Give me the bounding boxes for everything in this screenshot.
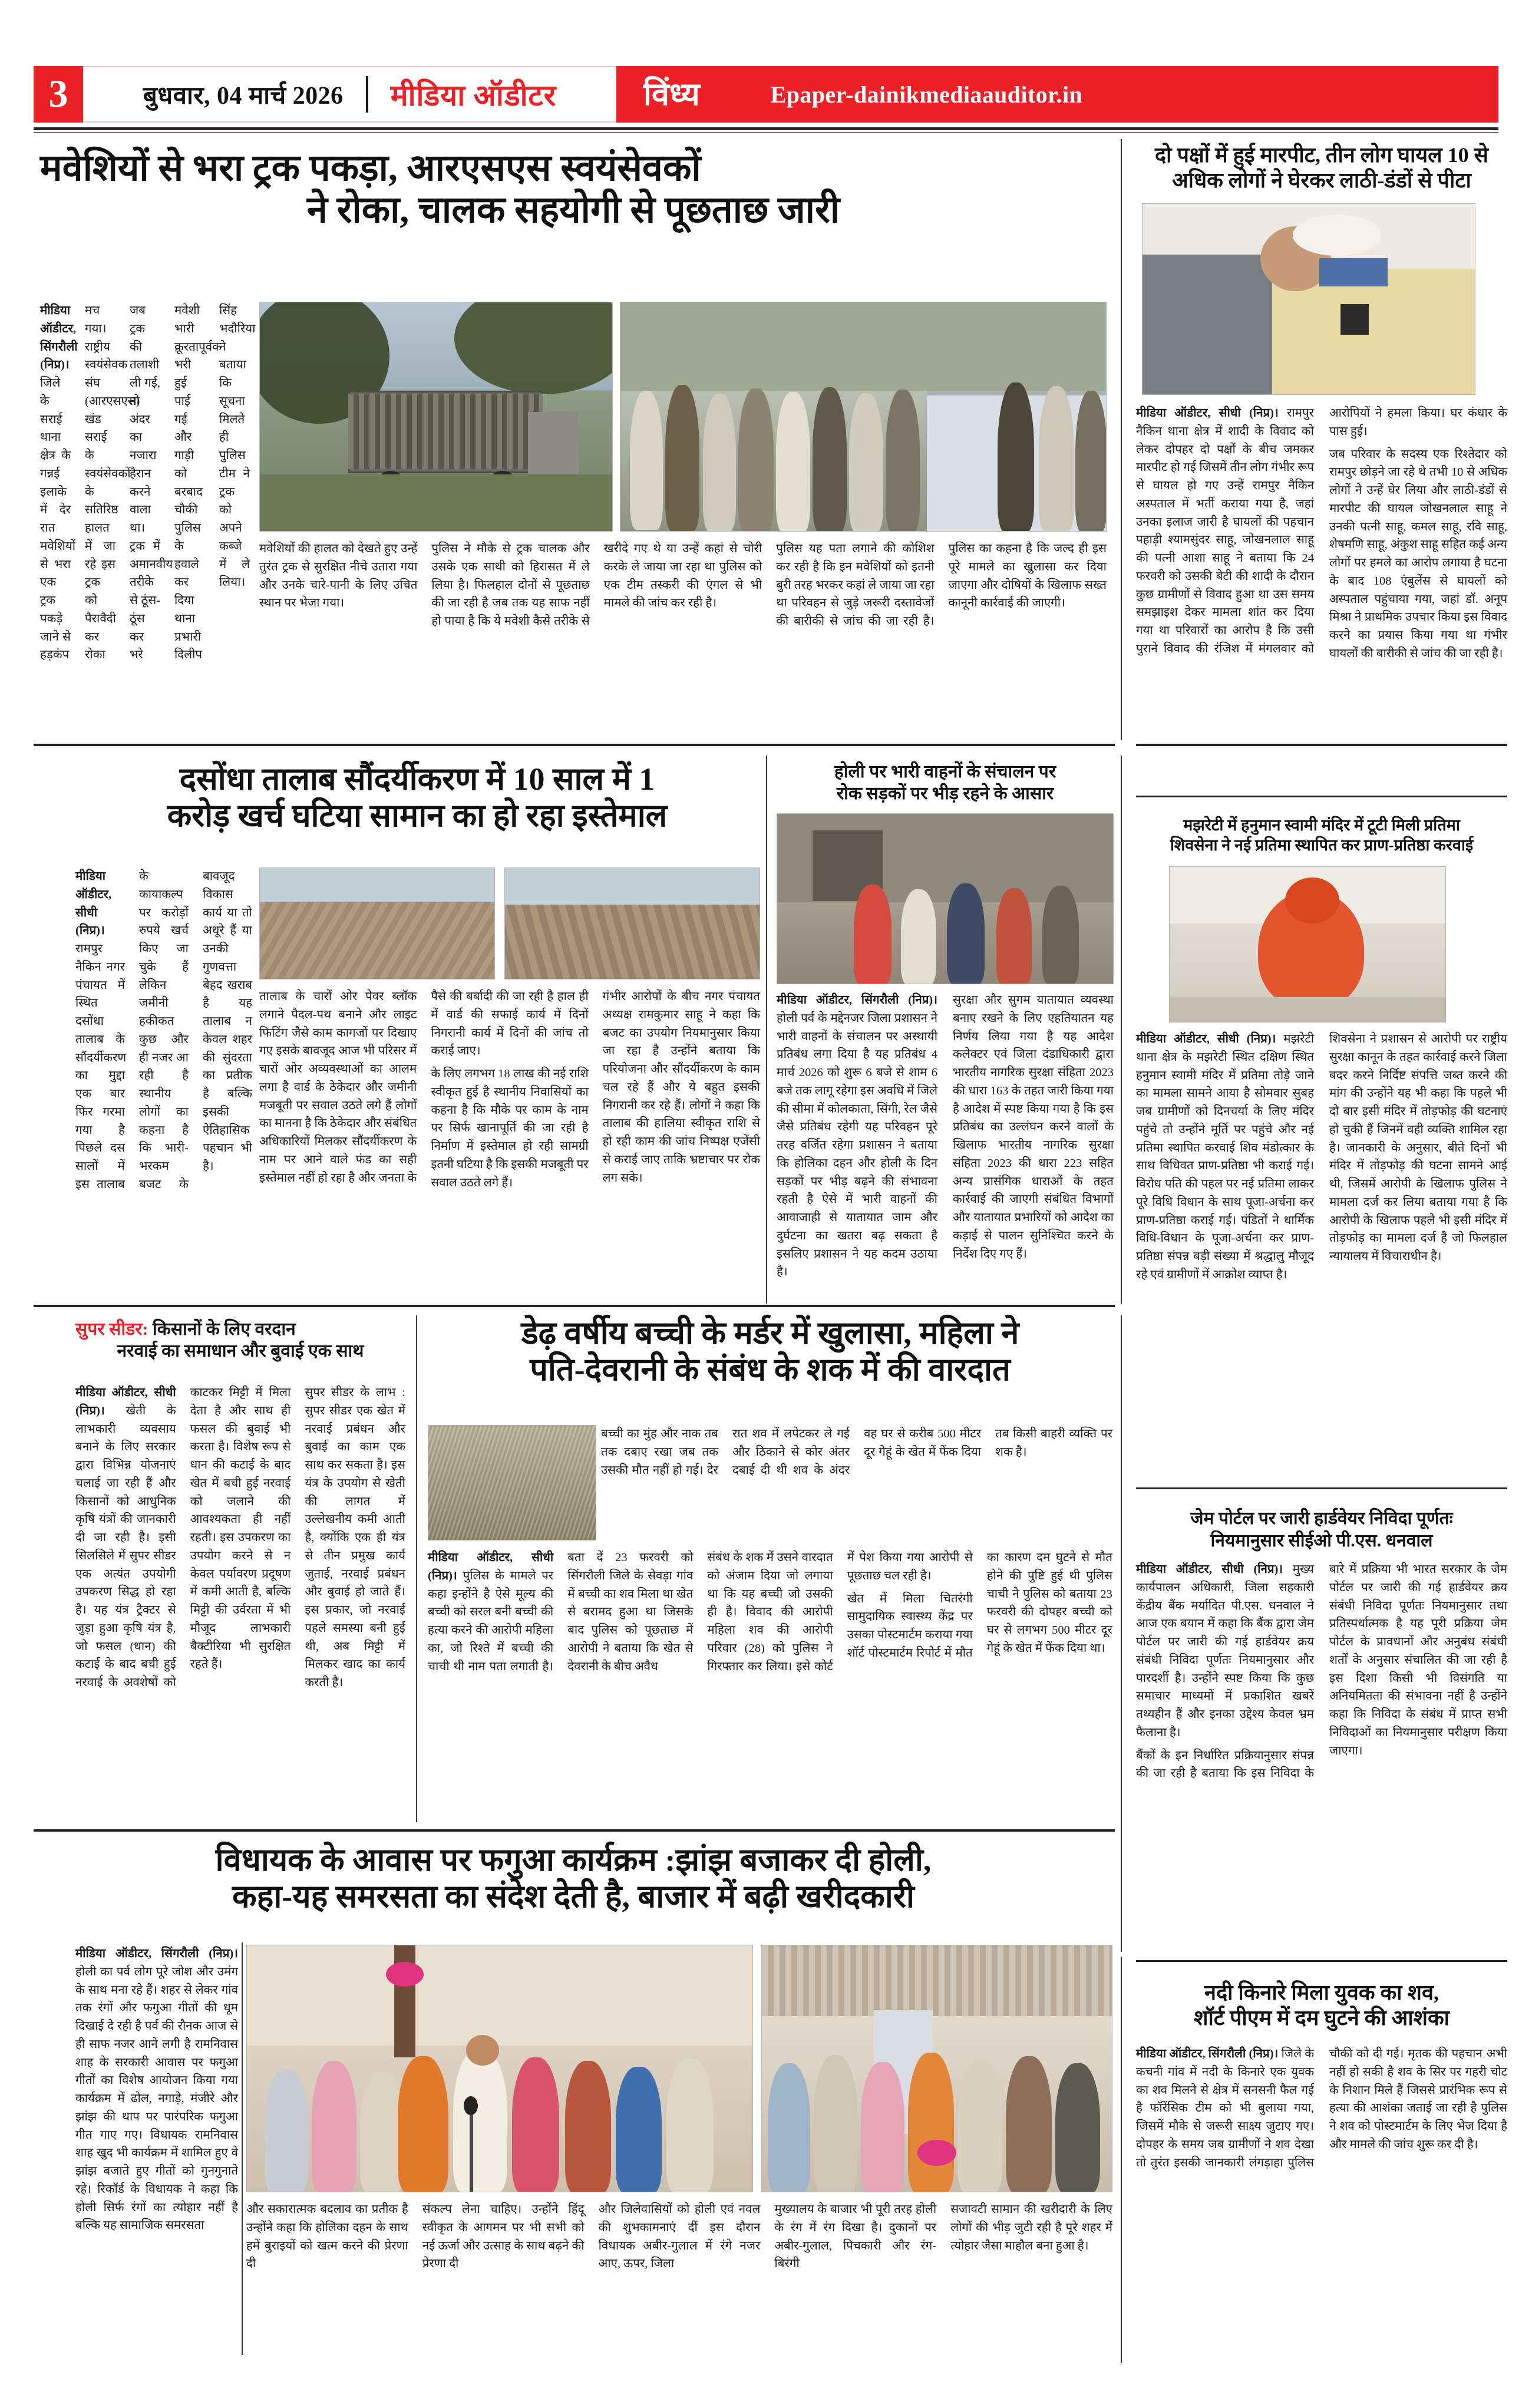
murder-para-3: संबंध के शक में उसने वारदात को अंजाम दिया जो लगाया था कि यह बच्ची जो उसकी ही है। विवाद की आरोपी महिला शव की आरोपी परिवार (28) को पुलिस ने गिरफ्तार कर लिया। इसे कोर्ट में पेश किया गया आरोपी से पूछताछ चल रही है। [707,1551,973,1673]
masthead-rule-bottom [34,132,1498,133]
person-blue [947,883,985,984]
topright-headline-text: दो पक्षों में हुई मारपीट, तीन लोग घायल 10 से अधिक लोगों ने घेरकर लाठी-डंडों से पीटा [1155,143,1488,193]
crowd-person [813,387,847,532]
river-headline-line2: शॉर्ट पीएम में दम घुटने की आशंका [1194,2006,1450,2030]
column-rule-seeder [416,1315,417,1822]
attendee [768,2063,810,2192]
temple-byline: मीडिया ऑडीटर, सीधी (निप्र)। [1136,1033,1276,1045]
seeder-headline-line2: नरवाई का समाधान और बुवाई एक साथ [117,1341,364,1361]
attendee [958,2060,1002,2192]
pond-debris [505,905,760,979]
temple-headline-line1: मझरेटी में हनुमान स्वामी मंदिर में टूटी मिली प्रतिमा [1183,816,1460,834]
temple-rule-top [1136,796,1507,797]
person-orange [996,888,1032,984]
gem-headline-line1: जेम पोर्टल पर जारी हार्डवेयर निविदा पूर्णतः [1190,1509,1453,1528]
attendee [265,2069,308,2192]
topright-photo-injured [1142,203,1475,395]
lead-byline: मीडिया ऑडीटर, सिंगरौली (निप्र)। [40,304,78,372]
river-headline [1136,1980,1507,2031]
crowd-person [776,392,810,532]
phone [1340,304,1369,335]
crowd-person [738,388,774,532]
seeder-label: सुपर सीडर: [75,1320,148,1339]
mla-holi-body-lower [246,2201,1112,2354]
crowd-person [1039,386,1074,532]
paper-name: मीडिया ऑडीटर [390,79,557,112]
mla-holi-headline-line1: विधायक के आवास पर फगुआ कार्यक्रम :झांझ बजाकर दी होली, [215,1842,932,1878]
temple-para-2: शिवसेना ने प्रशासन से आरोपी पर राष्ट्रीय सुरक्षा कानून के तहत कार्रवाई करने जिला बदर करने निर्दिष्ट संपत्ति जब्त करने की मांग की उन्होंने यह भी कहा कि पहले भी दो बार इसी मंदिर में तोड़फोड़ की घटनाएं हो चुकी हैं जिनमें वही व्यक्ति शामिल रहा है। जानकारी के अनुसार, बीते दिनों भी मंदिर में तोड़फोड़ की घटना सामने आई थी, जिसमें आरोपी के खिलाफ पुलिस ने मामला दर्ज कर लिया बताया गया है कि आरोपी के खिलाफ पहले भी इसी मंदिर में तोड़फोड़ का मामला दर्ज है जो फिलहाल न्यायालय में विचाराधीन है। [1329,1033,1507,1263]
murder-headline-line2: पति-देवरानी के संबंध के शक में की वारदात [530,1351,1011,1387]
column-rule-bottom-left [242,1942,243,2355]
topright-byline: मीडिया ऑडीटर, सीधी (निप्र)। [1136,407,1279,420]
gulal-pink [386,1962,424,1987]
lead-headline-line1: मवेशियों से भरा ट्रक पकड़ा, आरएसएस स्वयंसेवकों [40,147,701,189]
crowd-person [665,385,699,531]
masthead-rule-top [34,127,1498,130]
attendee [666,2059,714,2192]
mla-holi-byline: मीडिया ऑडीटर, सिंगरौली (निप्र)। [75,1947,238,1960]
gem-body [1136,1561,1507,1950]
head-bandage [1293,215,1381,256]
murder-para-4: खेत में मिला चितरंगी सामुदायिक स्वास्थ्य केंद्र पर उसका पोस्टमार्टम कराया गया शॉर्ट पोस्टमार्टम रिपोर्ट में मौत का कारण दम घुटने से मौत होने की पुष्टि हुई थी पुलिस चाची ने पुलिस को बताया 23 फरवरी की दोपहर बच्ची को घर से लगभग 500 मीटर दूर गेहूं के खेत में फेंक दिया था। [847,1551,1112,1660]
mla-holi-para-5: मुख्यालय के बाजार भी पूरी तरह होली के रंग में रंग दिखा है। दुकानों पर अबीर-गुलाल, पिचकारी और रंग-बिरंगी [774,2203,937,2271]
pond-body-col1 [75,867,252,1298]
person-dark [1042,886,1079,984]
section-rule-1b [1136,744,1507,746]
lead-headline [40,147,1107,231]
crowd-person [703,394,736,532]
attendee [1055,2063,1100,2192]
website-url[interactable]: Epaper-dainikmediaauditor.in [770,81,1083,108]
gulal-plate [917,2140,956,2166]
attendee [861,2062,904,2192]
crowd-person [1075,391,1107,532]
mla-holi-para-1: होली का पर्व लोग पूरे जोश और उमंग के साथ मना रहे हैं। शहर से लेकर गांव तक रंगों और फगुआ गीतों की धूम दिखाई दे रही है पर्व की रौनक आज से ही साफ नजर आने लगी है रामनिवास शाह के सरकारी आवास पर फगुआ गीतों का विशेष आयोजन किया गया कार्यक्रम में ढोल, नगाड़े, मंजीरे और झांझ की थाप पर पारंपरिक फगुआ गीत गाए गए। विधायक रामनिवास शाह खुद भी कार्यक्रम में शामिल हुए वे झांझ बजाते हुए गीतों को गुनगुनाते रहे। रिकॉर्ड के विधायक ने कहा कि होली सिर्फ रंगों का त्योहार नहीं है बल्कि यह सामाजिक समरसता [75,1965,238,2232]
lead-para-2: मवेशियों की हालत को देखते हुए उन्हें तुरंत ट्रक से सुरक्षित नीचे उतारा गया और उनके चारे-पानी के लिए उचित स्थान पर भेजा गया। [259,542,418,610]
holi-traffic-byline: मीडिया ऑडीटर, सिंगरौली (निप्र)। [777,994,937,1007]
murder-headline [428,1315,1112,1388]
holi-traffic-headline [777,761,1114,804]
lead-photo-truck [259,302,613,532]
lead-headline-line2: ने रोका, चालक सहयोगी से पूछताछ जारी [306,189,840,231]
section-rule-3 [34,1829,1115,1832]
river-byline: मीडिया ऑडीटर, सिंगरौली (निप्र)। [1136,2047,1279,2060]
masthead [34,66,1498,123]
mla-head [466,2035,499,2066]
topright-para-2: जब परिवार के सदस्य एक रिश्तेदार को रामपुर छोड़ने जा रहे थे तभी 10 से अधिक लोगों ने उन्हें घेर लिया और लाठी-डंडों से मारपीट की घायल जोखनलाल साहू ने उनकी पत्नी साहू, कमल साहू, रवि साहू, शेषमणि साहू, अंकुश साहू सहित कई अन्य लोगों पर हमले का आरोप लगाया है घटना के बाद 108 एंबुलेंस से घायलों को अस्पताल पहुंचाया गया, जहां डॉ. अनूप मिश्रा ने प्राथमिक उपचार किया इस विवाद करने का प्रयास किया गया था गंभीर घायलों की बारीकी से जांच की जा रही है। [1329,447,1507,660]
holi-traffic-para-2: सुरक्षा और सुगम यातायात व्यवस्था बनाए रखने के लिए एहतियातन यह निर्णय लिया गया है यह आदेश कलेक्टर एवं जिला दंडाधिकारी द्वारा भारतीय नागरिक सुरक्षा संहिता 2023 की धारा 163 के तहत जारी किया गया है आदेश में स्पष्ट किया गया है कि इस प्रतिबंध का उल्लंघन करने वालों के खिलाफ भारतीय नागरिक सुरक्षा संहिता 2023 की धारा 223 सहित अन्य प्रासंगिक धाराओं के तहत कार्रवाई की जाएगी संबंधित विभागों और यातायात प्रभारियों को आदेश का कड़ाई से पालन सुनिश्चित करने के निर्देश दिए गए हैं। [953,994,1114,1261]
lead-para-4: पुलिस यह पता लगाने की कोशिश कर रही है कि इन मवेशियों को इतनी बुरी तरह भरकर कहां ले जाया जा रहा था परिवहन से जुड़े जरूरी दस्तावेजों की बारीकी से जांच की जा रही है। पुलिस का कहना है कि जल्द ही इस पूरे मामले का खुलासा कर दिया जाएगा और दोषियों के खिलाफ सख्त कानूनी कार्रवाई की जाएगी। [776,542,1107,628]
lead-para-3: पुलिस ने मौके से ट्रक चालक और उसके एक साथी को हिरासत में ले लिया है। फिलहाल दोनों से पूछताछ की जा रही है जब तक यह साफ नहीं हो पाया है कि ये मवेशी कैसे तरीके से खरीदे गए थे या उन्हें कहां से चोरी करके ले जाया जा रहा था पुलिस को एक टीम तस्करी की एंगल से भी मामले की जांच कर रही है। [431,542,762,628]
murder-para-2: पुलिस के मामले पर कहा इन्होंने है ऐसे मूल्य की बच्ची को सरल बनी बच्ची की हत्या करने की आरोपी महिला का, जो रिश्ते में बच्ची की चाची थी नाम पता लगाती है। बता दें 23 फरवरी को सिंगरौली जिले के सेवड़ा गांव में बच्ची का शव मिला था खेत से बरामद हुआ था जिसके बाद पुलिस को पूछताछ में आरोपी ने बताया कि खेत से देवरानी के बीच अवैध [428,1551,694,1673]
river-para-1: जिले के कचनी गांव में नदी के किनारे एक युवक का शव मिलने से क्षेत्र में सनसनी फैल गई है फॉरेंसिक टीम को भी बुलाया गया, जिसमें मौके से जरूरी साक्ष्य जुटाए गए। दोपहर के समय जब ग्रामीणों ने शव देखा तो तुरंत इसकी जानकारी लंगड़ाहा पुलिस चौकी को दी गई। मृतक की पहचान अभी नहीं हो सकी है शव के सिर पर गहरी चोट के निशान मिले हैं जिससे प्रारंभिक रूप से हत्या की आशंका जताई जा रही है पुलिस ने शव को पोस्टमार्टम के लिए भेज दिया है और मामले की जांच शुरू कर दी है। [1136,2047,1507,2169]
attendee [814,2055,857,2192]
mla-figure [453,2049,507,2192]
column-rule-mid [766,756,767,1304]
field-ground [260,474,612,531]
column-rule-right-bottom [1121,1957,1122,2363]
pond-rubble [260,902,494,979]
pond-headline-line2: करोड़ खर्च घटिया सामान का हो रहा इस्तेमाल [167,797,668,833]
mla-holi-body-col1 [75,1945,238,2357]
gem-byline: मीडिया ऑडीटर, सीधी (निप्र)। [1136,1563,1283,1576]
murder-body-top [601,1425,1112,1541]
attendee-blue [616,2067,662,2192]
attendee [908,2053,954,2192]
mla-holi-headline-line2: कहा-यह समरसता का संदेश देती है, बाजार में बढ़ी खरीदकारी [232,1878,914,1914]
lead-body-lower [259,540,1107,738]
gem-para-2: बैंकों के इन निर्धारित प्रक्रियानुसार संपन्न की जा रही है बताया कि इस निविदा के बारे में प्रक्रिया भी भारत सरकार के जेम पोर्टल पर जारी की गई हार्डवेयर क्रय संबंधी निविदा पूर्णतः नियमानुसार तथा प्रतिस्पर्धात्मक है यह पूरी प्रक्रिया जेम पोर्टल के प्रावधानों और अनुबंध संबंधी शर्तों के अनुसार संचालित की जा रही है इस दिशा किसी भी विसंगति या अनियमितता की संभावना नहीं है उन्होंने कहा कि निविदा के संबंध में प्राप्त सभी निविदाओं का नियमानुसार परीक्षण किया जाएगा। [1136,1563,1507,1780]
truck-cab [528,412,579,474]
edition-mark: विंध्य [643,77,700,112]
ceiling-beams [762,1945,1112,2016]
seeder-byline: मीडिया ऑडीटर, सीधी (निप्र)। [75,1386,176,1417]
lead-photo-crowd [620,302,1107,532]
mla-holi-photo-2 [761,1945,1112,2192]
gem-headline-line2: नियमानुसार सीईओ पी.एस. धनवाल [1210,1530,1433,1551]
gem-headline [1136,1508,1507,1552]
seeder-headline-rest: किसानों के लिए वरदान [152,1320,296,1339]
wheat-stalks [428,1426,596,1540]
seeder-headline-line1 [75,1319,405,1341]
section-rule-1 [34,744,1115,746]
person-red [854,885,892,984]
crowd-person [630,391,663,530]
river-body [1136,2045,1507,2351]
crowd-person [886,390,920,532]
mla-holi-para-4: और जिलेवासियों को होली एवं नवल की शुभकामनाएं दीं इस दौरान विधायक अबीर-गुलाल में रंगे नजर आए, ऊपर, जिला [598,2203,761,2271]
truck-cage [348,394,543,469]
pond-headline-line1: दसोंधा तालाब सौंदर्यीकरण में 10 साल में 1 [179,761,655,797]
attendee-saffron [398,2056,448,2192]
pond-photo-2 [504,867,760,979]
column-rule-right-low [1121,1315,1122,1952]
person-white [901,889,936,984]
mla-holi-para-2: और सकारात्मक बदलाव का प्रतीक है उन्होंने कहा कि होलिका दहन के साथ हमें बुराइयों को खत्म करने की प्रेरणा दी [246,2203,408,2271]
topright-body [1136,404,1507,734]
attendee [512,2057,559,2192]
gem-para-1: मुख्य कार्यपालन अधिकारी, जिला सहकारी केंद्रीय बैंक मर्यादित पी.एस. धनवाल ने आज एक बयान में कहा कि बैंक द्वारा जेम पोर्टल पर जारी की गई हार्डवेयर क्रय संबंधी निविदा पूर्णतः नियमानुसार और पारदर्शी है। उन्होंने स्पष्ट किया कि कुछ समाचार माध्यमों में प्रकाशित खबरें तथ्यहीन हैं और इनका उद्देश्य केवल भ्रम फैलाना है। [1136,1563,1315,1739]
publication-date: बुधवार, 04 मार्च 2026 [143,82,344,110]
pond-para-1: रामपुर नैकिन नगर पंचायत में स्थित दसोंधा तालाब के सौंदर्यीकरण का मुद्दा एक बार फिर गरमा गया है पिछले दस सालों में इस तालाब के कायाकल्प पर करोड़ों रुपये खर्च किए जा चुके हैं लेकिन जमीनी हकीकत कुछ और ही नजर आ रही है स्थानीय लोगों का कहना है कि भारी-भरकम बजट के बावजूद विकास कार्य या तो अधूरे हैं या उनकी गुणवत्ता बेहद खराब है यह तालाब न केवल शहर की सुंदरता का प्रतीक है बल्कि इसकी ऐतिहासिक पहचान भी है। [75,870,252,1191]
murder-para-1: बच्ची का मुंह और नाक तब तक दबाए रखा जब तक उसकी मौत नहीं हो गई। देर रात शव में लपेटकर ले गई और ठिकाने से कोर अंतर दबाई दी थी शव के अंदर वह घर से करीब 500 मीटर दूर गेहूं के खेत में फेंक दिया तब किसी बाहरी व्यक्ति पर शक है। [601,1427,1112,1477]
temple-headline [1136,816,1507,856]
attendee [360,2071,404,2192]
murder-byline: मीडिया ऑडीटर, सीधी (निप्र)। [428,1551,554,1582]
temple-para-1: मझरेटी थाना क्षेत्र के मझरेटी स्थित दक्षिण स्थित हनुमान स्वामी मंदिर में प्रतिमा तोड़े जाने का मामला सामने आया है सोमवार सुबह जब ग्रामीणों को दिनचर्या के लिए मंदिर पहुंचे तो उन्होंने मूर्ति पर पहुंचे और नई प्रतिमा स्थापित करवाई शिव मंडोत्कार के साथ विधिवत प्राण-प्रतिष्ठा भी कराई गई। विरोध पति की पहल पर नई प्रतिमा लाकर पूरे विधि विधान के साथ पूजा-अर्चना कर प्राण-प्रतिष्ठा कराई गई। पंडितों ने धार्मिक विधि-विधान के पूजा-अर्चना कर प्राण-प्रतिष्ठा संपन्न बड़ी संख्या में श्रद्धालु मौजूद रहे एवं ग्रामीणों में आक्रोश व्याप्त है। [1136,1033,1315,1281]
murder-body [428,1549,1112,1820]
idol-crown [1285,878,1339,923]
temple-headline-line2: शिवसेना ने नई प्रतिमा स्थापित कर प्राण-प्रतिष्ठा करवाई [1170,836,1474,854]
crowd-backdrop [620,302,1106,391]
pond-water [260,868,494,902]
holi-traffic-body [777,991,1114,1298]
column-rule-right-mid [1121,756,1122,1304]
masthead-divider [366,76,368,113]
holi-traffic-para-1: होली पर्व के मद्देनजर जिला प्रशासन ने भारी वाहनों के संचालन पर अस्थायी प्रतिबंध लगा दिया है यह प्रतिबंध 4 मार्च 2026 को शुरू 6 बजे से शाम 6 बजे तक लागू रहेगा इस अवधि में जिले की सीमा में कोलकाता, सिंगी, रेल जैसे जैसे प्रतिबंध रहेगी यह परिवहन पूरे तरह वर्जित रहेगा प्रशासन ने बताया कि होलिका दहन और होली के दिन सड़कों पर भीड़ बढ़ने की संभावना रहती है ऐसे में भारी वाहनों की आवाजाही से यातायात जाम और दुर्घटना का खतरा बढ़ सकता है इसलिए प्रशासन ने यह कदम उठाया है। [777,1011,937,1279]
attendee [312,2061,356,2192]
mla-holi-para-3: संकल्प लेना चाहिए। उन्होंने हिंदू स्वीकृत के आगमन पर भी सभी को नई ऊर्जा और उत्साह के साथ बढ़ने की प्रेरणा दी [422,2203,585,2271]
pond-water-2 [505,868,760,905]
holi-traffic-headline-line1: होली पर भारी वाहनों के संचालन पर [834,762,1056,781]
pond-body-rest [259,988,760,1298]
column-rule-right-top [1121,139,1122,740]
holi-traffic-headline-line2: रोक सड़कों पर भीड़ रहने के आसार [836,783,1054,803]
temple-body [1136,1030,1507,1478]
holi-traffic-photo [777,813,1114,984]
mla-holi-para-6: सजावटी सामान की खरीदारी के लिए लोगों की भीड़ जुटी रही है पूरे शहर में त्योहार जैसा माहौल बना हुआ है। [950,2203,1112,2252]
pond-para-4: गंभीर आरोपों के बीच नगर पंचायत अध्यक्ष रामकुमार साहू ने कहा कि बजट का उपयोग नियमानुसार किया जा रहा है उन्होंने बताया कि परियोजना और सौंदर्यीकरण के काम चल रहे हैं और ये बहुत इसकी निगरानी कर रहे हैं। लोगों ने कहा कि तालाब की हालिया स्वीकृत राशि से हो रही काम की जांच निष्पक्ष एजेंसी से कराई जाए ताकि भ्रष्टाचार पर रोक लग सके। [602,990,760,1185]
murder-photo-field [428,1425,596,1541]
pond-para-2: तालाब के चारों ओर पेवर ब्लॉक लगाने पैदल-पथ बनाने और लाइट फिटिंग जैसे काम कागजों पर दिखाए गए इसके बावजूद आज भी परिसर में चारों ओर अव्यवस्थाओं का आलम लगा है वार्ड के ठेकेदार और जमीनी मजबूती पर सवाल उठते लगे हैं लोगों का मानना है कि ठेकेदार और संबंधित अधिकारियों मिलकर सौंदर्यीकरण के नाम पर आने वाले फंड का सही इस्तेमाल नहीं हो रहा है और जनता के पैसे की बर्बादी की जा रही है हाल ही में वार्ड की सफाई कार्य में दिनों निगरानी कार्य में दिनों की जांच तो कराई जाए। [259,990,589,1185]
masthead-date-title [83,66,616,123]
topright-headline [1136,143,1507,193]
bed-sheet [1143,255,1278,395]
mla-holi-photo-main [246,1945,753,2192]
mla-holi-headline [40,1842,1107,1915]
pond-headline [75,761,759,834]
event-wall [247,1945,752,2046]
tree-foliage-2 [454,302,613,394]
attendee [1006,2056,1052,2192]
river-headline-line1: नदी किनारे मिला युवक का शव, [1204,1981,1439,2004]
river-rule-top [1136,1960,1507,1962]
page-number-badge: 3 [34,66,83,123]
mic-stand [470,2104,473,2192]
seeder-para-1: खेती के लाभकारी व्यवसाय बनाने के लिए सरकार द्वारा विभिन्न योजनाएं चलाई जा रही हैं और किसानों को आधुनिक कृषि यंत्रों की जानकारी दी जा रही है। इसी सिलसिले में सुपर सीडर एक अत्यंत उपयोगी उपकरण सिद्ध हो रहा है। यह यंत्र ट्रैक्टर से जुड़ा हुआ कृषि यंत्र है, जो फसल (धान) की कटाई के बाद बची हुई नरवाई के अवशेषों को काटकर मिट्टी में मिला देता है और साथ ही फसल की बुवाई भी करता है। विशेष रूप से धान की कटाई के बाद खेत में बची हुई नरवाई को जलाने की आवश्यकता ही नहीं रहती। इस उपकरण का उपयोग करने से न केवल पर्यावरण प्रदूषण में कमी आती है, बल्कि मिट्टी की उर्वरता में भी मौजूद लाभकारी बैक्टीरिया भी सुरक्षित रहते हैं। [75,1386,291,1689]
blue-cloth [1319,258,1388,286]
crowd-person [849,393,883,532]
pond-photo-1 [259,867,495,979]
seeder-headline [75,1319,405,1362]
section-rule-2 [34,1305,1115,1307]
pond-para-3: के लिए लगभग 18 लाख की नई राशि स्वीकृत हुई है स्थानीय निवासियों का कहना है कि मौके पर काम के नाम पर सिर्फ खानापूर्ति की जा रही है निर्माण में इस्तेमाल हो रही सामग्री इतनी घटिया है कि इसकी मजबूती पर सवाल उठते लगे हैं। [431,1067,589,1189]
temple-floor [1170,997,1445,1022]
topright-para-1: रामपुर नैकिन थाना क्षेत्र में शादी के विवाद को लेकर दोपहर दो पक्षों के बीच जमकर मारपीट हो गई जिसमें तीन लोग गंभीर रूप से घायल हो गए उन्हें रामपुर नैकिन अस्पताल में भर्ती कराया गया है, जहां उनका इलाज जारी है घायलों की पहचान पहाड़ी श्यामसुंदर साहू, जोखनलाल साहू की पत्नी आशा साहू ने बताया कि 24 फरवरी को उसकी बेटी की शादी के दौरान कुछ ग्रामीणों से विवाद हुआ था उस समय समझाइश देकर मामला शांत कर दिया गया था परिवारों का आरोप है कि उसी पुराने विवाद की रंजिश में मंगलवार को आरोपियों ने हमला किया। घर कंधार के पास हुई। [1136,407,1507,655]
lead-body-col1 [40,302,256,738]
pond-byline: मीडिया ऑडीटर, सीधी (निप्र)। [75,870,112,938]
masthead-url-bar [616,66,1498,123]
crowd-person [998,382,1034,532]
murder-headline-line1: डेढ़ वर्षीय बच्ची के मर्डर में खुलासा, महिला ने [521,1315,1019,1351]
attendee [565,2061,611,2192]
lead-para-1: जिले के सराई थाना क्षेत्र के गन्नई इलाके में देर रात मवेशियों से भरा एक ट्रक पकड़े जाने से हड़कंप मच गया। राष्ट्रीय स्वयंसेवक संघ (आरएसएस) खंड सराई के स्वयंसेवकों के सतिरिष्ठ हालत में जा रहे इस ट्रक को पैरावैदी कर रोका जब ट्रक की तलाशी ली गई, तो अंदर का नजारा हैरान करने वाला था। ट्रक में अमानवीय तरीके से ठूंस-ठूंस कर भरे मवेशी भारी क्रूरतापूर्वक भरी हुई पाई गई और गाड़ी को बरबाद चौकी पुलिस के हवाले कर दिया थाना प्रभारी दिलीप सिंह भदौरिया ने बताया कि सूचना मिलते ही पुलिस टीम ने ट्रक को अपने कब्जे में ले लिया। [40,304,256,662]
seeder-body [75,1384,405,1820]
gem-rule-top [1136,1487,1507,1489]
temple-photo-idol [1169,866,1446,1022]
seeder-para-2: सुपर सीडर के लाभ : सुपर सीडर एक खेत में नरवाई प्रबंधन और बुवाई का काम एक साथ कर सकता है। इस यंत्र के उपयोग से खेती की लागत में उल्लेखनीय कमी आती है, क्योंकि एक ही यंत्र से तीन प्रमुख कार्य जुताई, नरवाई प्रबंधन और बुवाई हो जाते हैं। इस प्रकार, जो नरवाई पहले समस्या बनी हुई थी, अब मिट्टी में मिलकर खाद का कार्य करती है। [305,1386,405,1689]
microphone [464,2096,478,2115]
